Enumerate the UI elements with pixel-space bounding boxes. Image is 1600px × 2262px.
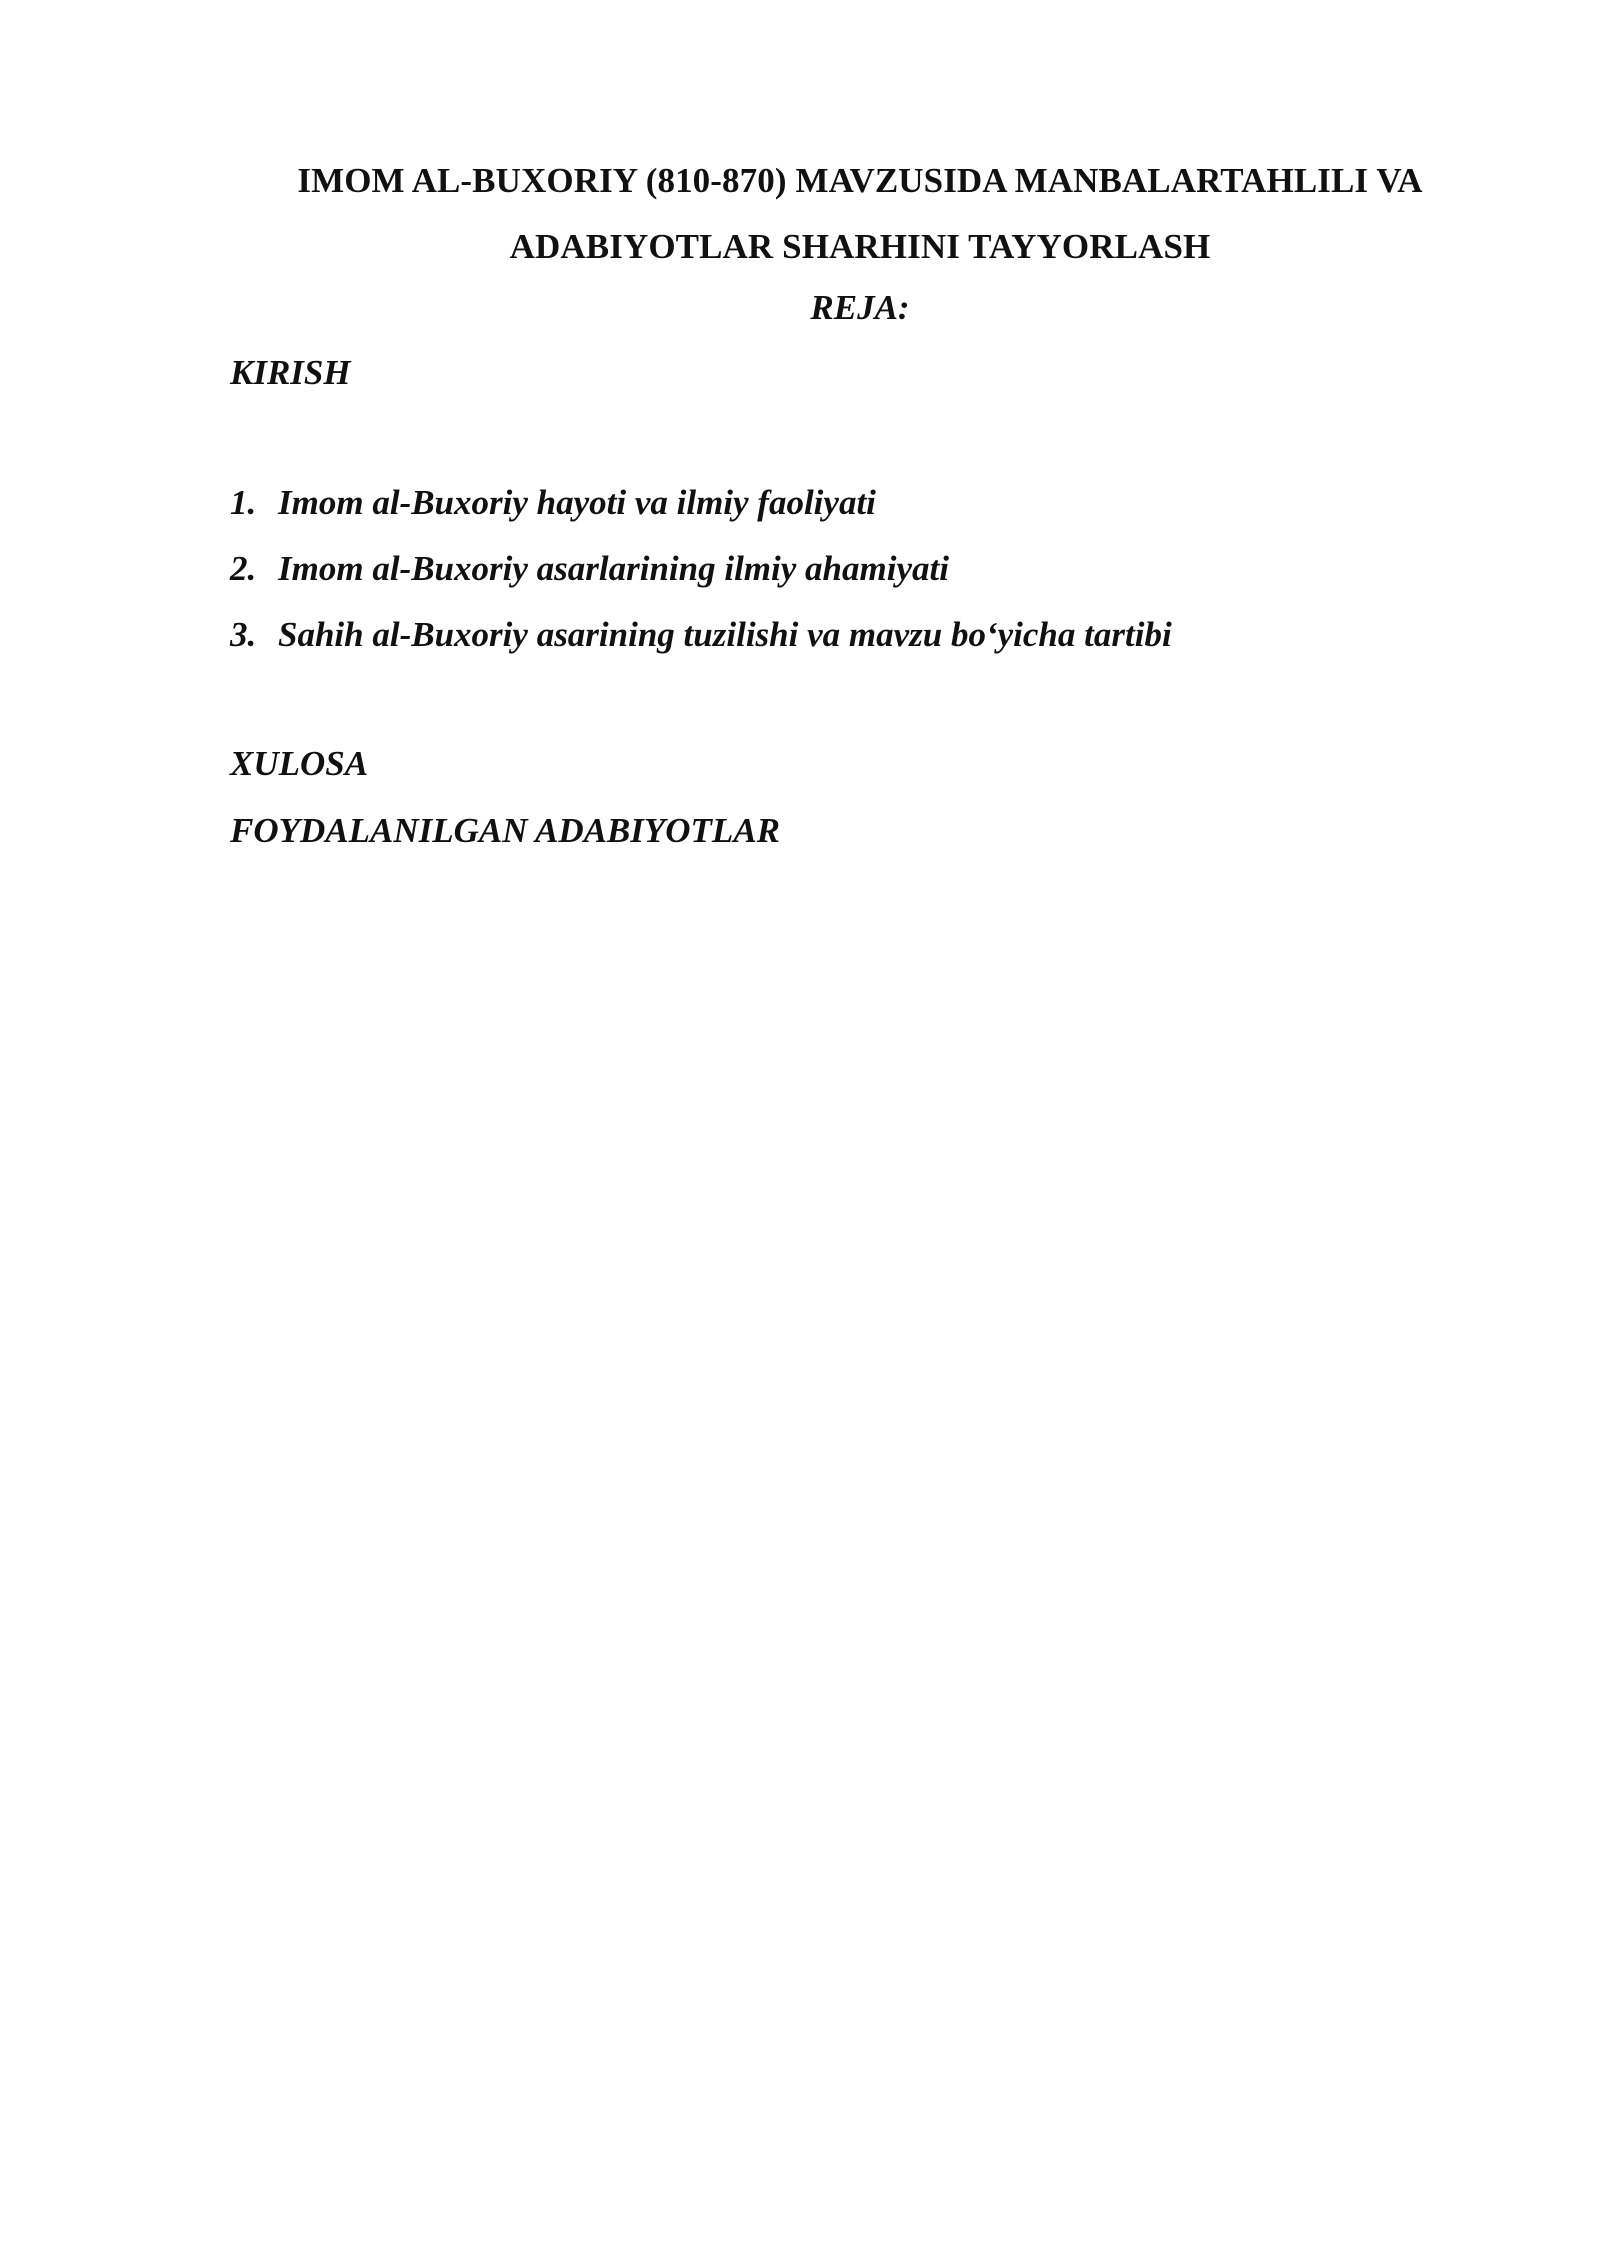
title-line-1: IMOM AL-BUXORIY (810-870) MAVZUSIDA MANBALARTAHLILI VA [297,161,1423,200]
document-title [230,148,1490,280]
plan-item-text: Imom al-Buxoriy asarlarining ilmiy ahamiyati [278,549,949,588]
plan-item [230,541,1172,607]
conclusion-heading: XULOSA [230,744,369,783]
plan-item-number: 2. [230,549,257,588]
plan-list [230,475,1172,673]
plan-item-number: 3. [230,615,257,654]
plan-item-text: Imom al-Buxoriy hayoti va ilmiy faoliyati [278,483,876,522]
plan-item [230,607,1172,673]
plan-heading: REJA: [810,288,910,327]
plan-item-number: 1. [230,483,257,522]
title-line-2: ADABIYOTLAR SHARHINI TAYYORLASH [509,227,1211,266]
introduction-heading: KIRISH [230,353,351,392]
references-heading: FOYDALANILGAN ADABIYOTLAR [230,811,781,850]
plan-item [230,475,1172,541]
plan-item-text: Sahih al-Buxoriy asarining tuzilishi va mavzu bo‘yicha tartibi [278,615,1172,654]
